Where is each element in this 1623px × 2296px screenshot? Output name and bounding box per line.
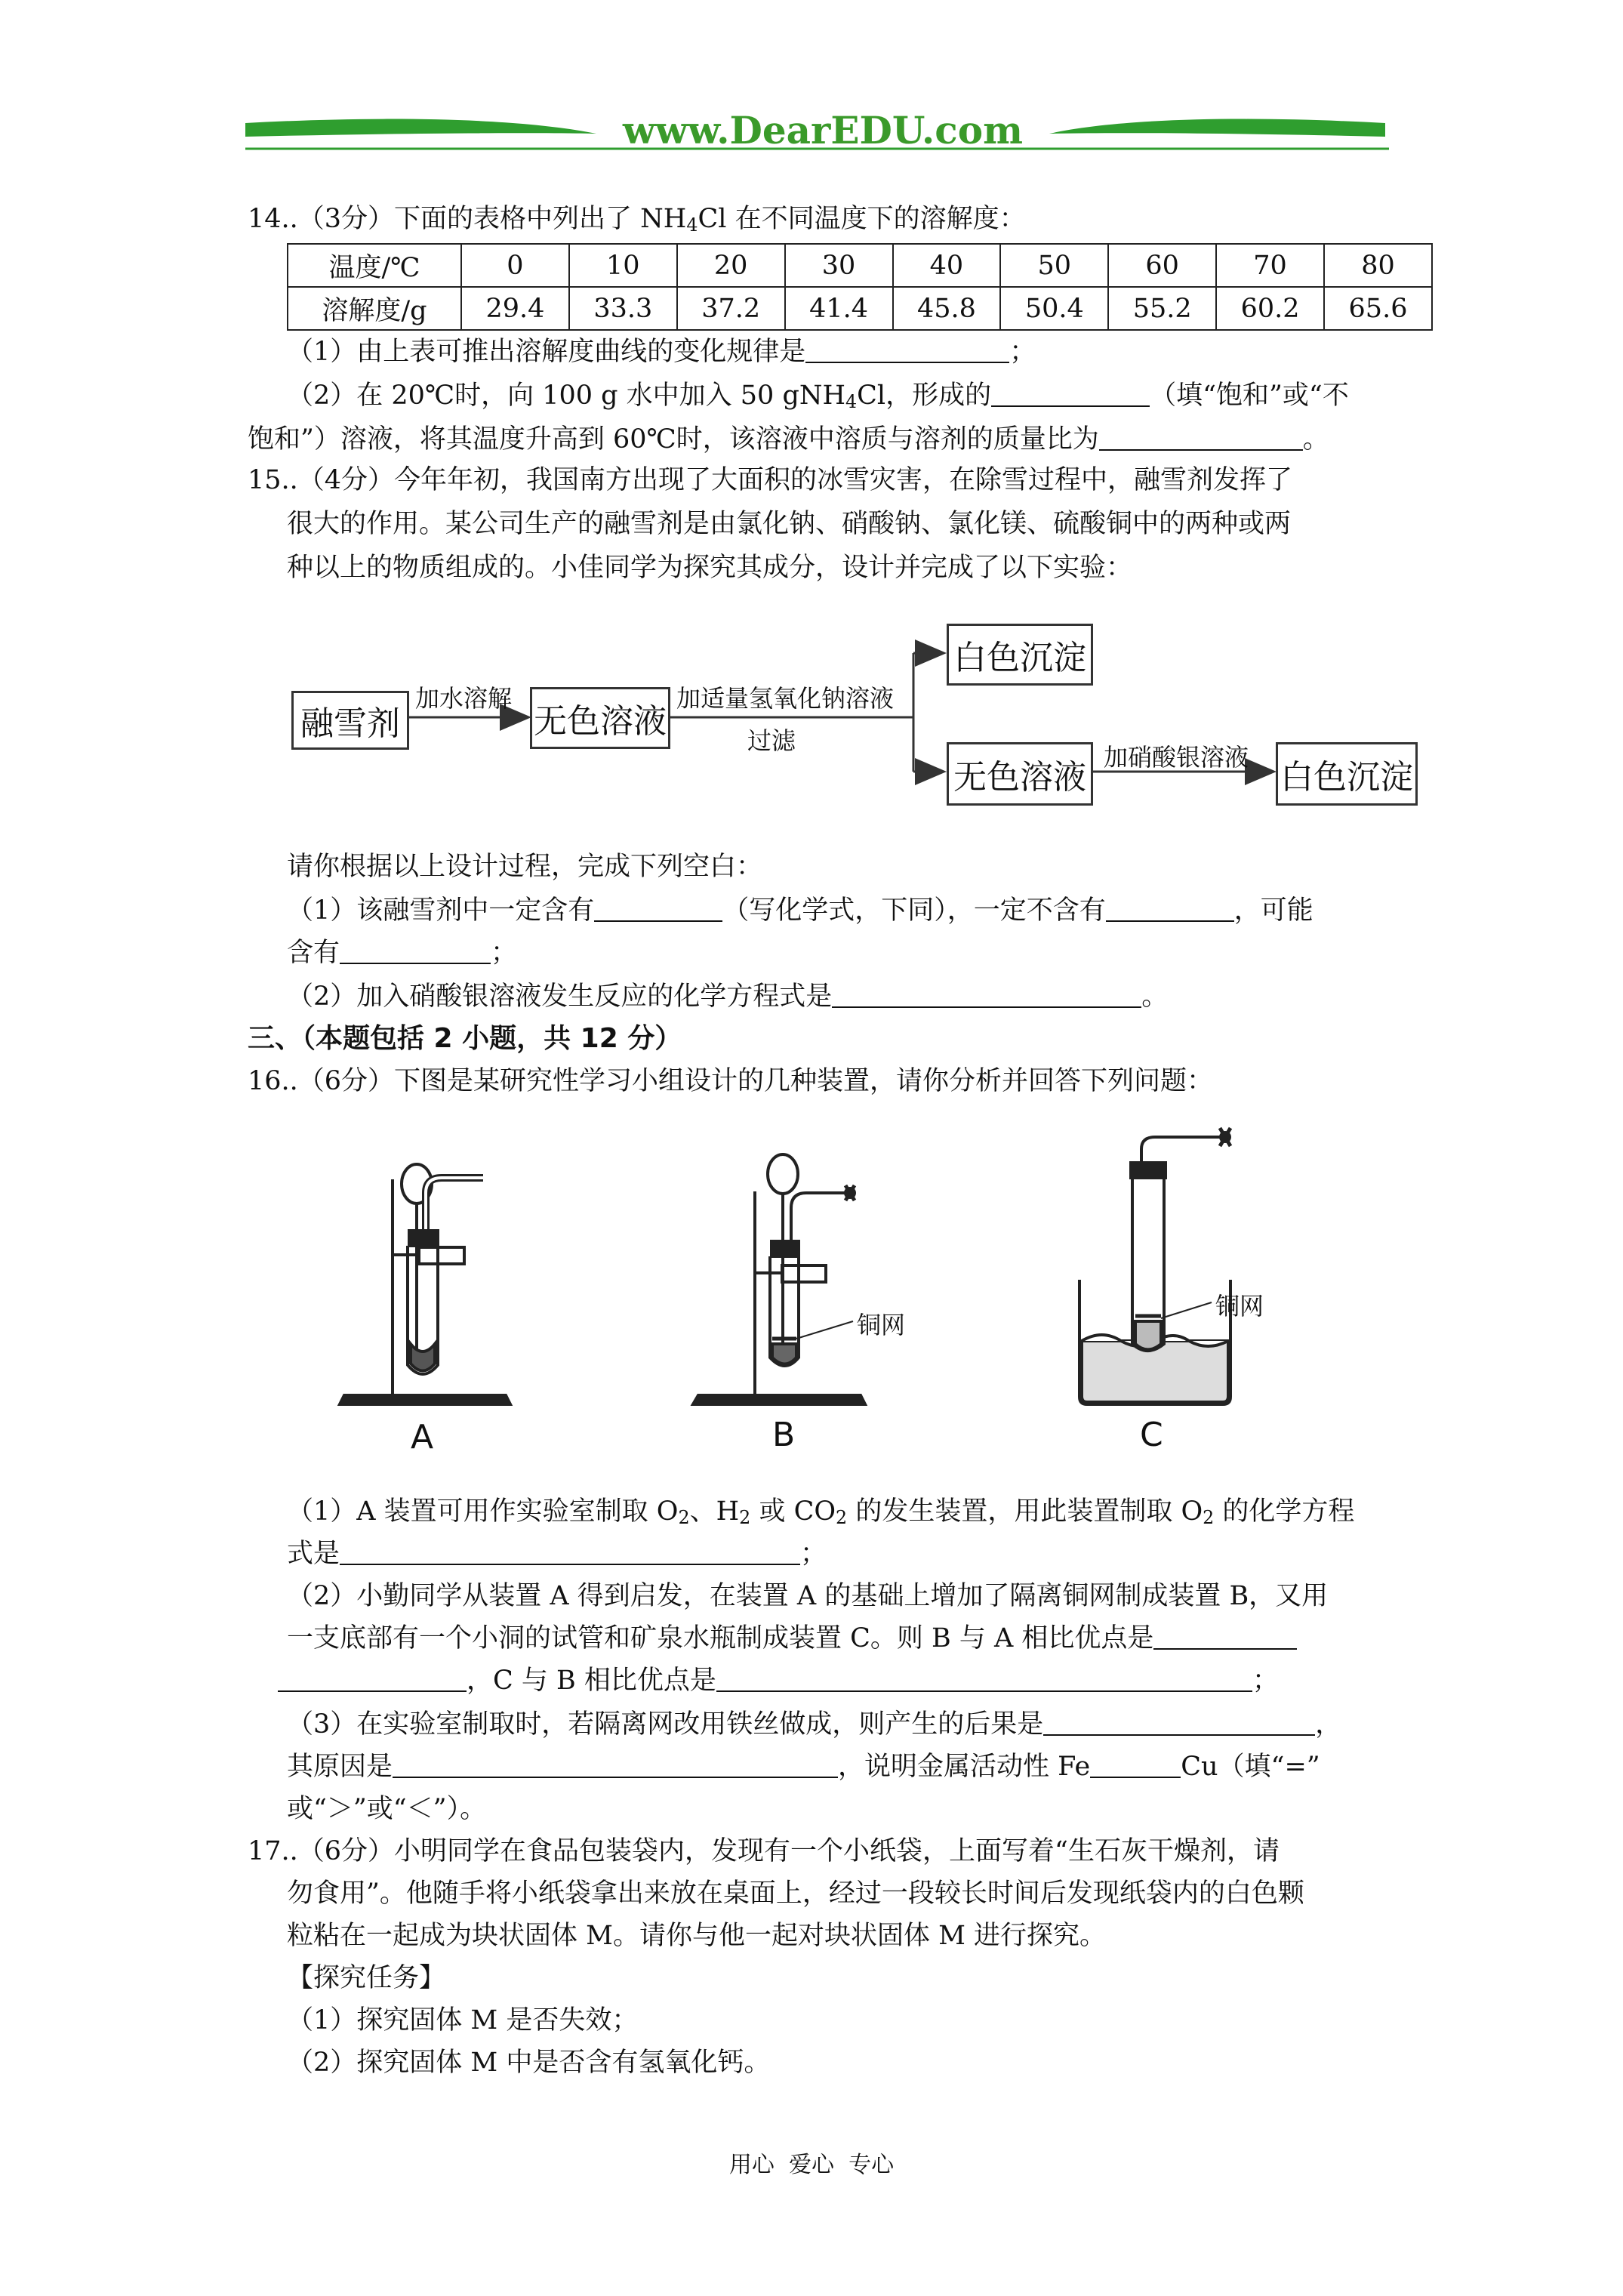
table-cell: 70	[1216, 244, 1324, 287]
flow-box-colorless-2: 无色溶液	[947, 742, 1093, 806]
logo-text: www.DearEDU.com	[622, 108, 1023, 153]
flow-box-white-precip-2: 白色沉淀	[1276, 742, 1418, 806]
table-cell: 20	[677, 244, 785, 287]
q17-task-1: （1）探究固体 M 是否失效；	[287, 2005, 639, 2036]
q15-line2: 很大的作用。某公司生产的融雪剂是由氯化钠、硝酸钠、氯化镁、硫酸铜中的两种或两	[287, 509, 1292, 539]
q17-task-title: 【探究任务】	[287, 1963, 446, 1993]
answer-blank[interactable]	[340, 937, 491, 964]
q16-part1b: 式是 ；	[287, 1539, 827, 1569]
flow-box-colorless-1: 无色溶液	[530, 687, 670, 749]
q15-part2: （2）加入硝酸银溶液发生反应的化学方程式是 。	[287, 982, 1169, 1012]
table-cell: 45.8	[893, 287, 1001, 330]
q16-intro: 16..（6分）下图是某研究性学习小组设计的几种装置，请你分析并回答下列问题：	[248, 1066, 1214, 1096]
apparatus-label-c: C	[1140, 1416, 1163, 1454]
table-cell: 65.6	[1324, 287, 1432, 330]
q16-part2b: 一支底部有一个小洞的试管和矿泉水瓶制成装置 C。则 B 与 A 相比优点是	[287, 1622, 1297, 1655]
q15-line1: 15..（4分）今年年初，我国南方出现了大面积的冰雪灾害，在除雪过程中，融雪剂发挥了	[248, 465, 1293, 495]
table-cell: 37.2	[677, 287, 785, 330]
table-cell: 41.4	[785, 287, 893, 330]
header-logo	[242, 102, 1389, 162]
table-cell: 50.4	[1000, 287, 1108, 330]
table-header-temp: 温度/℃	[288, 244, 461, 287]
apparatus-drawing	[332, 1117, 1329, 1465]
table-cell: 60.2	[1216, 287, 1324, 330]
flow-label-filter: 过滤	[747, 726, 796, 755]
section-title: 三、（本题包括 2 小题，共 12 分）	[248, 1023, 682, 1054]
answer-blank[interactable]	[832, 981, 1141, 1008]
q15-part1a: （1）该融雪剂中一定含有 （写化学式，下同），一定不含有 ，可能	[287, 895, 1313, 926]
table-header-solubility: 溶解度/g	[288, 287, 461, 330]
q16-part2c: ，C 与 B 相比优点是 ；	[278, 1664, 1279, 1697]
q14-part2a: （2）在 20℃时，向 100 g 水中加入 50 gNH$_4$Cl，形成的 （填“饱和”或“不	[287, 381, 1349, 413]
flow-label-naoh: 加适量氢氧化钠溶液	[676, 684, 895, 713]
apparatus-label-b: B	[772, 1416, 796, 1454]
answer-blank[interactable]	[393, 1751, 838, 1778]
q14-intro: 14..（3分）下面的表格中列出了 $NH_4Cl$ 在不同温度下的溶解度：	[248, 204, 1026, 236]
q17-task-2: （2）探究固体 M 中是否含有氢氧化钙。	[287, 2048, 771, 2078]
q16-part3c: 或“＞”或“＜”）。	[287, 1794, 487, 1824]
q17-line3: 粒粘在一起成为块状固体 M。请你与他一起对块状固体 M 进行探究。	[287, 1921, 1107, 1951]
apparatus-b	[693, 1154, 865, 1404]
answer-blank[interactable]	[1090, 1751, 1181, 1778]
table-cell: 0	[461, 244, 569, 287]
answer-blank[interactable]	[1153, 1623, 1297, 1650]
table-cell: 80	[1324, 244, 1432, 287]
answer-blank[interactable]	[1043, 1709, 1315, 1736]
apparatus-label-a: A	[411, 1418, 434, 1456]
flow-box-snowmelt: 融雪剂	[291, 691, 409, 750]
q16-part3a: （3）在实验室制取时，若隔离网改用铁丝做成，则产生的后果是 ，	[287, 1709, 1342, 1740]
answer-blank[interactable]	[278, 1665, 467, 1692]
q17-line2: 勿食用”。他随手将小纸袋拿出来放在桌面上，经过一段较长时间后发现纸袋内的白色颗	[287, 1878, 1304, 1909]
flow-box-white-precip-1: 白色沉淀	[947, 624, 1093, 686]
table-cell: 60	[1108, 244, 1216, 287]
flow-label-dissolve: 加水溶解	[415, 684, 513, 713]
q14-part2b: 饱和”）溶液，将其温度升高到 60℃时，该溶液中溶质与溶剂的质量比为 。	[248, 424, 1329, 455]
q16-part2a: （2）小勤同学从装置 A 得到启发，在装置 A 的基础上增加了隔离铜网制成装置 B，又用	[287, 1581, 1329, 1611]
q15-part1b: 含有 ；	[287, 938, 518, 968]
solubility-table	[287, 243, 1433, 331]
answer-blank[interactable]	[1106, 895, 1234, 922]
table-cell: 30	[785, 244, 893, 287]
apparatus-c	[1079, 1128, 1230, 1404]
copper-mesh-label-c: 铜网	[1215, 1292, 1264, 1321]
q16-part3b: 其原因是 ，说明金属活动性 Fe Cu（填“=”	[287, 1752, 1320, 1782]
table-cell: 33.3	[569, 287, 677, 330]
q16-part1a: （1）A 装置可用作实验室制取 $O_2$、$H_2$ 或 $CO_2$ 的发生装置，用此装置制取 $O_2$ 的化学方程	[287, 1496, 1355, 1529]
q14-part1: （1）由上表可推出溶解度曲线的变化规律是 ；	[287, 337, 1036, 367]
copper-mesh-label-b: 铜网	[857, 1311, 906, 1339]
apparatus-figure	[332, 1117, 1329, 1465]
answer-blank[interactable]	[340, 1538, 800, 1565]
answer-blank[interactable]	[805, 336, 1009, 363]
table-cell: 10	[569, 244, 677, 287]
answer-blank[interactable]	[594, 895, 722, 922]
apparatus-a	[340, 1164, 510, 1404]
q15-line3: 种以上的物质组成的。小佳同学为探究其成分，设计并完成了以下实验：	[287, 553, 1133, 583]
q17-line1: 17..（6分）小明同学在食品包装袋内，发现有一个小纸袋，上面写着“生石灰干燥剂，请	[248, 1836, 1280, 1866]
answer-blank[interactable]	[1099, 424, 1303, 451]
table-row	[288, 287, 1432, 330]
table-row	[288, 244, 1432, 287]
flow-label-agno3: 加硝酸银溶液	[1104, 743, 1249, 772]
table-cell: 40	[893, 244, 1001, 287]
answer-blank[interactable]	[716, 1665, 1252, 1692]
flow-diagram	[287, 604, 1419, 823]
table-cell: 29.4	[461, 287, 569, 330]
table-cell: 55.2	[1108, 287, 1216, 330]
table-cell: 50	[1000, 244, 1108, 287]
answer-blank[interactable]	[991, 380, 1150, 407]
page-footer: 用心 爱心 专心	[728, 2152, 895, 2178]
q15-prompt: 请你根据以上设计过程，完成下列空白：	[287, 852, 763, 882]
